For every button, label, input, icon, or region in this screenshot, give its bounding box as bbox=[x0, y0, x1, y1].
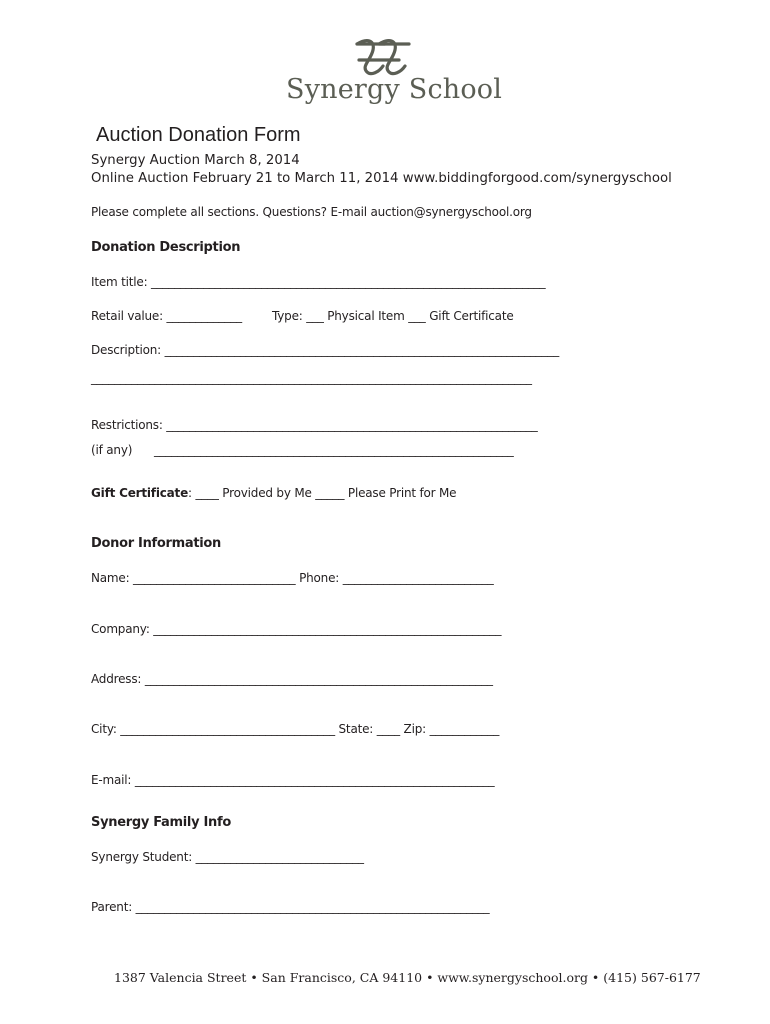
footer-contact-info: 1387 Valencia Street • San Francisco, CA 94110 • www.synergyschool.org • (415) 567-6177 bbox=[114, 970, 701, 985]
parent-field[interactable]: Parent: _____________________________________________________________ bbox=[91, 900, 490, 914]
synergy-knot-logo-icon bbox=[353, 36, 413, 78]
address-field[interactable]: Address: ____________________________________________________________ bbox=[91, 672, 493, 686]
online-auction-line: Online Auction February 21 to March 11, 2014 www.biddingforgood.com/synergyschool bbox=[91, 171, 672, 186]
restrictions-continuation-line[interactable]: ______________________________________________________________ bbox=[154, 443, 514, 457]
gift-certificate-row[interactable] bbox=[91, 486, 456, 500]
form-title: Auction Donation Form bbox=[96, 124, 301, 146]
name-phone-fields[interactable]: Name: ____________________________ Phone: __________________________ bbox=[91, 571, 494, 585]
restrictions-if-any-label: (if any) bbox=[91, 443, 133, 457]
company-field[interactable]: Company: ____________________________________________________________ bbox=[91, 622, 502, 636]
gift-certificate-label: Gift Certificate bbox=[91, 486, 189, 500]
auction-date-line: Synergy Auction March 8, 2014 bbox=[91, 153, 300, 168]
restrictions-field[interactable]: Restrictions: ________________________________________________________________ bbox=[91, 418, 538, 432]
city-state-zip-fields[interactable]: City: _____________________________________ State: ____ Zip: ____________ bbox=[91, 722, 500, 736]
donor-information-heading: Donor Information bbox=[91, 536, 222, 551]
instructions-text: Please complete all sections. Questions? E-mail auction@synergyschool.org bbox=[91, 205, 532, 219]
gift-certificate-options[interactable]: : ____ Provided by Me _____ Please Print for Me bbox=[188, 486, 457, 500]
donation-type-options[interactable]: Type: ___ Physical Item ___ Gift Certificate bbox=[272, 309, 514, 323]
synergy-student-field[interactable]: Synergy Student: _____________________________ bbox=[91, 850, 364, 864]
item-title-field[interactable]: Item title: ____________________________________________________________________ bbox=[91, 275, 546, 289]
email-field[interactable]: E-mail: ______________________________________________________________ bbox=[91, 773, 495, 787]
donation-description-heading: Donation Description bbox=[91, 240, 241, 255]
school-logo-text: Synergy School bbox=[286, 74, 503, 105]
description-continuation-line[interactable]: ____________________________________________________________________________ bbox=[91, 371, 532, 385]
synergy-family-info-heading: Synergy Family Info bbox=[91, 815, 231, 830]
retail-value-field[interactable]: Retail value: _____________ bbox=[91, 309, 242, 323]
description-field[interactable]: Description: ____________________________________________________________________ bbox=[91, 343, 560, 357]
